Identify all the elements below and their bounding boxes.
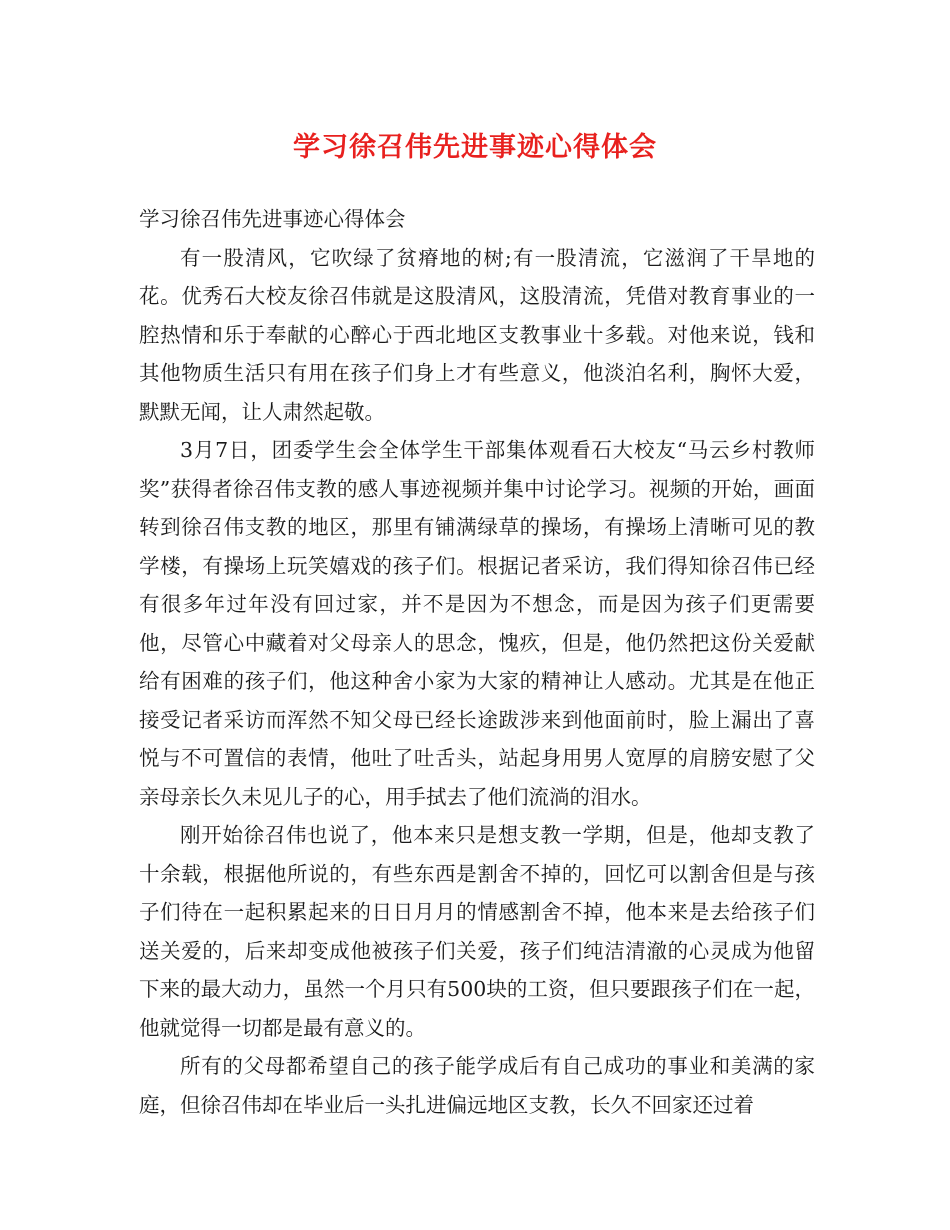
paragraph-1: 有一股清风，它吹绿了贫瘠地的树;有一股清流，它滋润了干旱地的花。优秀石大校友徐召伟就是这股清风，这股清流，凭借对教育事业的一腔热情和乐于奉献的心醉心于西北地区支教事业十多载。对他来说，钱和其他物质生活只有用在孩子们身上才有些意义，他淡泊名利，胸怀大爱，默默无闻，让人肃然起敬。 (139, 245, 815, 424)
paragraph-2: 3月7日，团委学生会全体学生干部集体观看石大校友“马云乡村教师奖”获得者徐召伟支教的感人事迹视频并集中讨论学习。视频的开始，画面转到徐召伟支教的地区，那里有铺满绿草的操场，有操场上清晰可见的教学楼，有操场上玩笑嬉戏的孩子们。根据记者采访，我们得知徐召伟已经有很多年过年没有回过家，并不是因为不想念，而是因为孩子们更需要他，尽管心中藏着对父母亲人的思念，愧疚，但是，他仍然把这份关爱献给有困难的孩子们，他这种舍小家为大家的精神让人感动。尤其是在他正接受记者采访而浑然不知父母已经长途跋涉来到他面前时，脸上漏出了喜悦与不可置信的表情，他吐了吐舌头，站起身用男人宽厚的肩膀安慰了父亲母亲长久未见儿子的心，用手拭去了他们流淌的泪水。 (139, 438, 815, 809)
document-title: 学习徐召伟先进事迹心得体会 (293, 132, 657, 163)
document-body (139, 200, 815, 1124)
paragraph-4: 所有的父母都希望自己的孩子能学成后有自己成功的事业和美满的家庭，但徐召伟却在毕业后一头扎进偏远地区支教，长久不回家还过着 (139, 1054, 815, 1117)
paragraph-3: 刚开始徐召伟也说了，他本来只是想支教一学期，但是，他却支教了十余载，根据他所说的，有些东西是割舍不掉的，回忆可以割舍但是与孩子们待在一起积累起来的日日月月的情感割舍不掉，他本来是去给孩子们送关爱的，后来却变成他被孩子们关爱，孩子们纯洁清澈的心灵成为他留下来的最大动力，虽然一个月只有500块的工资，但只要跟孩子们在一起，他就觉得一切都是最有意义的。 (139, 823, 815, 1040)
document-subtitle: 学习徐召伟先进事迹心得体会 (139, 207, 406, 231)
